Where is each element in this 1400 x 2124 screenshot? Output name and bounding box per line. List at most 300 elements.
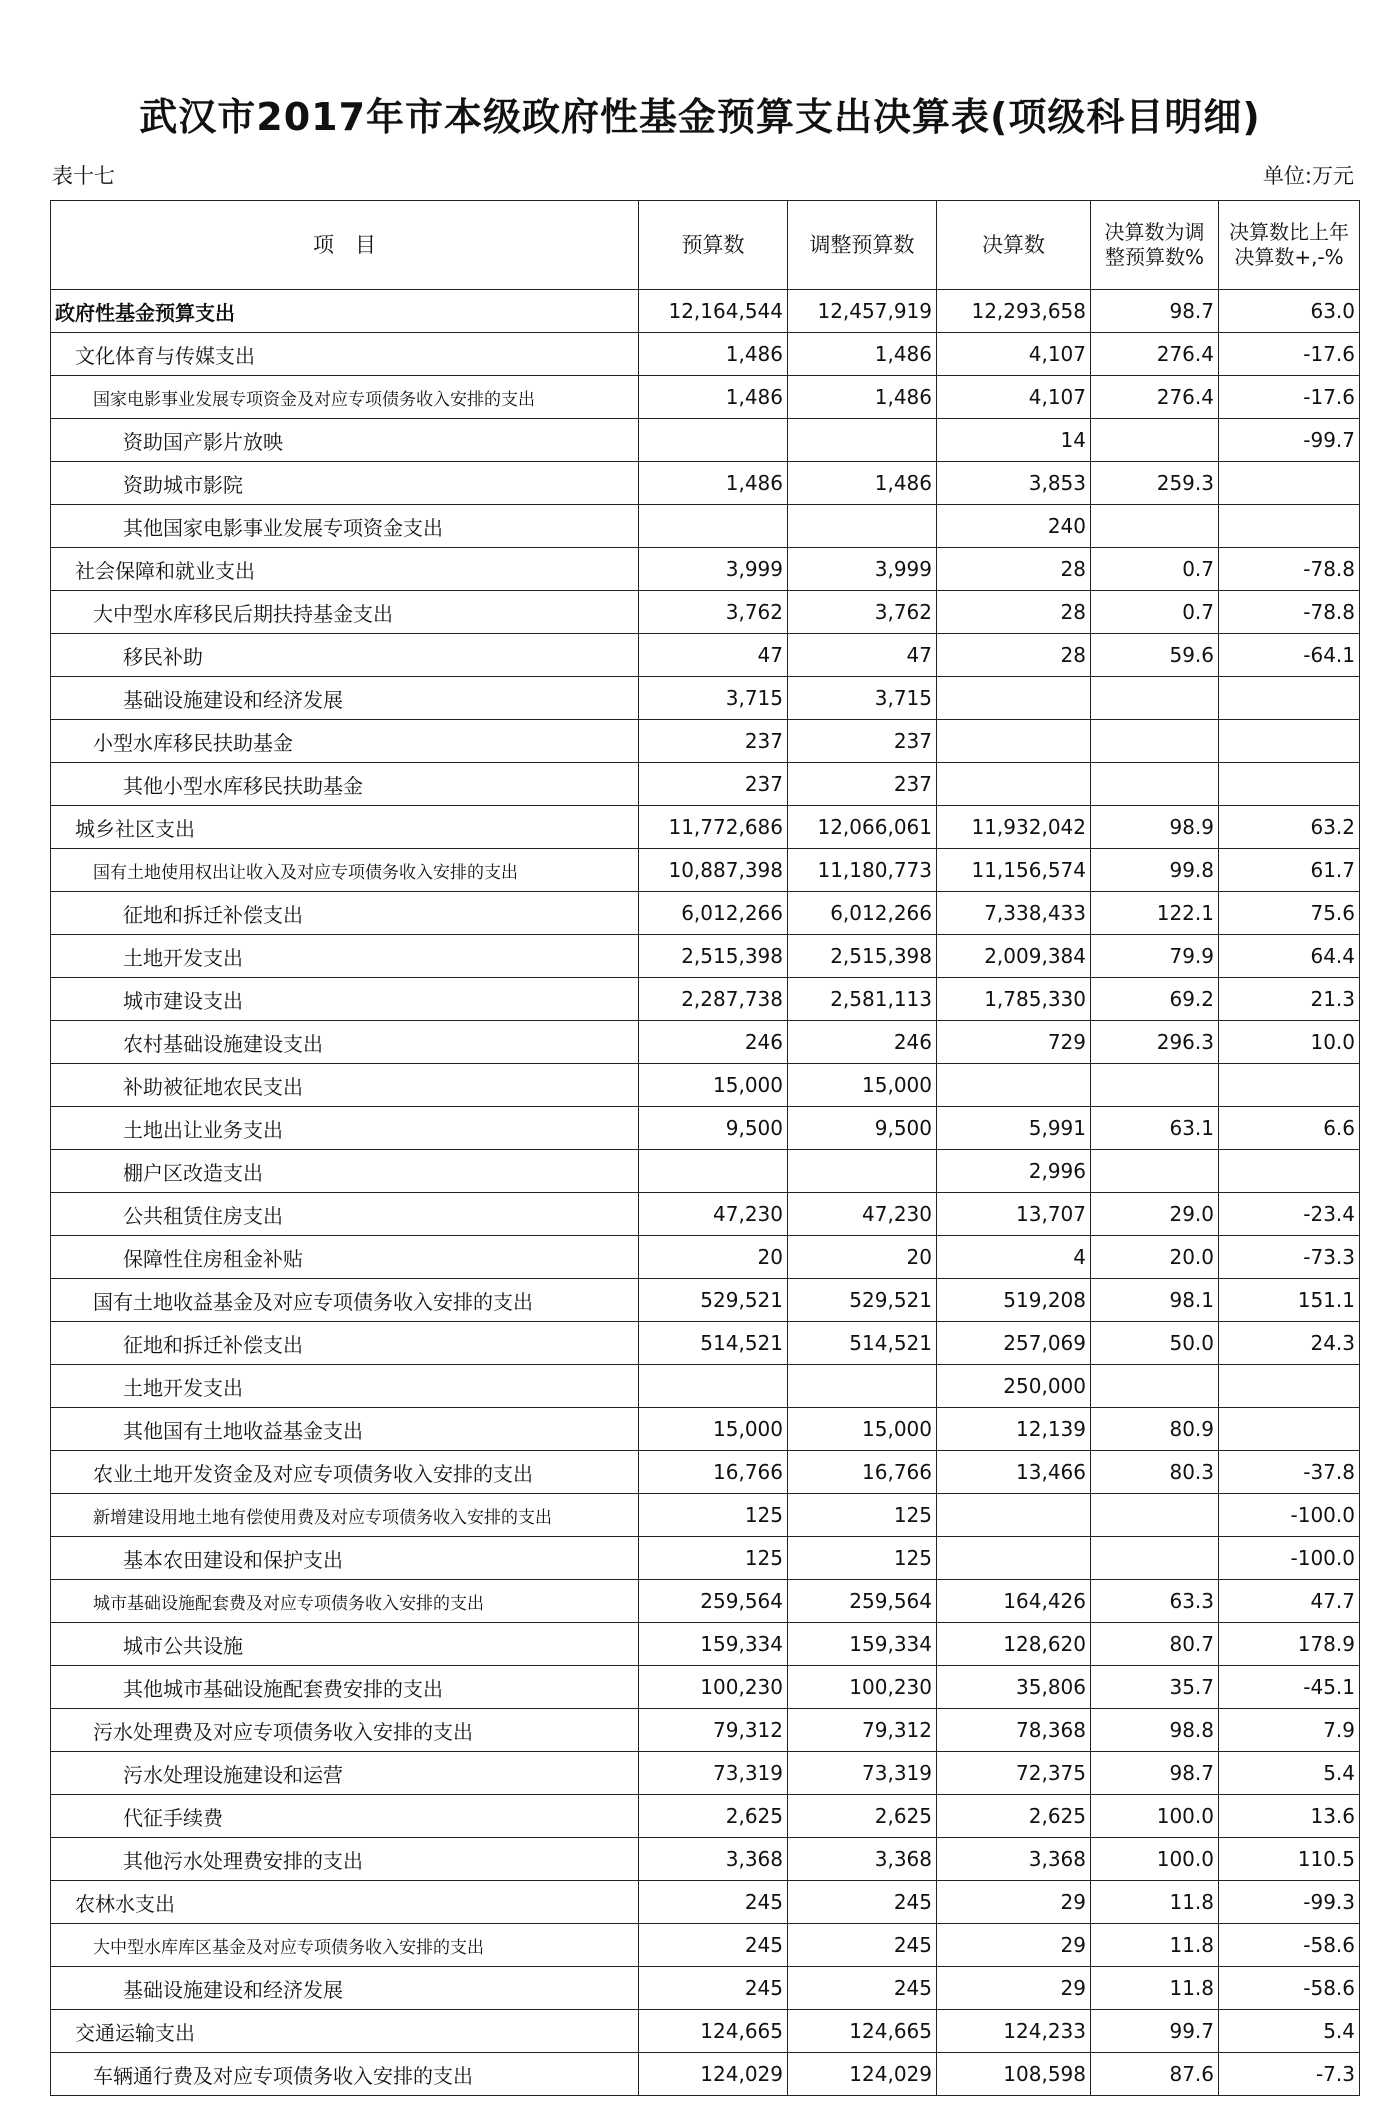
row-ratio-adjusted-cell: 98.8: [1091, 1709, 1219, 1752]
row-final-cell: 28: [937, 548, 1091, 591]
table-row: [51, 1193, 1360, 1236]
table-row: [51, 1365, 1360, 1408]
row-budget-cell: 529,521: [639, 1279, 788, 1322]
row-name-cell: 代征手续费: [51, 1795, 639, 1838]
row-budget-cell: 47,230: [639, 1193, 788, 1236]
table-row: [51, 1881, 1360, 1924]
row-final-cell: [937, 1537, 1091, 1580]
table-row: [51, 591, 1360, 634]
row-budget-cell: [639, 1365, 788, 1408]
row-name-cell: 大中型水库移民后期扶持基金支出: [51, 591, 639, 634]
row-adjusted-cell: [788, 1150, 937, 1193]
row-budget-cell: 245: [639, 1967, 788, 2010]
row-adjusted-cell: 124,029: [788, 2053, 937, 2096]
row-ratio-adjusted-cell: 63.1: [1091, 1107, 1219, 1150]
row-adjusted-cell: 79,312: [788, 1709, 937, 1752]
row-name-cell: 政府性基金预算支出: [51, 290, 639, 333]
row-name-cell: 移民补助: [51, 634, 639, 677]
row-budget-cell: 3,762: [639, 591, 788, 634]
row-name-cell: 国有土地使用权出让收入及对应专项债务收入安排的支出: [51, 849, 639, 892]
row-name-cell: 其他污水处理费安排的支出: [51, 1838, 639, 1881]
row-adjusted-cell: 124,665: [788, 2010, 937, 2053]
table-row: [51, 1322, 1360, 1365]
row-final-cell: 7,338,433: [937, 892, 1091, 935]
row-adjusted-cell: 47: [788, 634, 937, 677]
row-final-cell: 78,368: [937, 1709, 1091, 1752]
row-adjusted-cell: [788, 505, 937, 548]
row-ratio-adjusted-cell: 98.7: [1091, 290, 1219, 333]
table-row: [51, 978, 1360, 1021]
row-final-cell: 29: [937, 1967, 1091, 2010]
row-final-cell: 108,598: [937, 2053, 1091, 2096]
row-name-cell: 国有土地收益基金及对应专项债务收入安排的支出: [51, 1279, 639, 1322]
row-adjusted-cell: 259,564: [788, 1580, 937, 1623]
row-ratio-adjusted-cell: 29.0: [1091, 1193, 1219, 1236]
row-name-cell: 大中型水库库区基金及对应专项债务收入安排的支出: [51, 1924, 639, 1967]
row-ratio-prev-cell: -99.3: [1219, 1881, 1360, 1924]
row-name-cell: 小型水库移民扶助基金: [51, 720, 639, 763]
row-ratio-prev-cell: [1219, 1064, 1360, 1107]
row-budget-cell: 2,625: [639, 1795, 788, 1838]
row-budget-cell: 12,164,544: [639, 290, 788, 333]
row-final-cell: 13,466: [937, 1451, 1091, 1494]
header-ratio-adjusted: 决算数为调整预算数%: [1091, 201, 1219, 290]
row-ratio-adjusted-cell: 80.9: [1091, 1408, 1219, 1451]
table-row: [51, 1623, 1360, 1666]
row-budget-cell: 1,486: [639, 333, 788, 376]
row-ratio-prev-cell: 6.6: [1219, 1107, 1360, 1150]
row-final-cell: 14: [937, 419, 1091, 462]
row-name-cell: 其他小型水库移民扶助基金: [51, 763, 639, 806]
row-ratio-adjusted-cell: [1091, 419, 1219, 462]
row-final-cell: 4,107: [937, 333, 1091, 376]
row-ratio-adjusted-cell: 80.3: [1091, 1451, 1219, 1494]
row-adjusted-cell: 125: [788, 1537, 937, 1580]
row-name-cell: 土地出让业务支出: [51, 1107, 639, 1150]
row-ratio-prev-cell: 10.0: [1219, 1021, 1360, 1064]
row-name-cell: 社会保障和就业支出: [51, 548, 639, 591]
row-budget-cell: 10,887,398: [639, 849, 788, 892]
row-ratio-prev-cell: 5.4: [1219, 1752, 1360, 1795]
row-ratio-prev-cell: 151.1: [1219, 1279, 1360, 1322]
row-final-cell: 29: [937, 1881, 1091, 1924]
header-budget: 预算数: [639, 201, 788, 290]
row-adjusted-cell: 6,012,266: [788, 892, 937, 935]
row-budget-cell: 15,000: [639, 1408, 788, 1451]
row-ratio-adjusted-cell: [1091, 720, 1219, 763]
header-adjusted: 调整预算数: [788, 201, 937, 290]
row-adjusted-cell: 12,066,061: [788, 806, 937, 849]
row-ratio-prev-cell: -7.3: [1219, 2053, 1360, 2096]
row-final-cell: 2,996: [937, 1150, 1091, 1193]
row-adjusted-cell: 245: [788, 1967, 937, 2010]
row-budget-cell: 237: [639, 763, 788, 806]
row-ratio-prev-cell: 7.9: [1219, 1709, 1360, 1752]
row-budget-cell: [639, 505, 788, 548]
row-name-cell: 土地开发支出: [51, 1365, 639, 1408]
row-ratio-adjusted-cell: 11.8: [1091, 1967, 1219, 2010]
row-name-cell: 基本农田建设和保护支出: [51, 1537, 639, 1580]
row-name-cell: 文化体育与传媒支出: [51, 333, 639, 376]
row-ratio-prev-cell: -78.8: [1219, 548, 1360, 591]
table-row: [51, 548, 1360, 591]
row-ratio-adjusted-cell: 276.4: [1091, 376, 1219, 419]
row-budget-cell: 125: [639, 1494, 788, 1537]
row-final-cell: 257,069: [937, 1322, 1091, 1365]
row-ratio-prev-cell: 5.4: [1219, 2010, 1360, 2053]
row-budget-cell: [639, 419, 788, 462]
row-final-cell: 13,707: [937, 1193, 1091, 1236]
row-final-cell: 4,107: [937, 376, 1091, 419]
row-ratio-adjusted-cell: [1091, 1365, 1219, 1408]
row-ratio-adjusted-cell: 63.3: [1091, 1580, 1219, 1623]
row-budget-cell: 79,312: [639, 1709, 788, 1752]
row-ratio-adjusted-cell: [1091, 677, 1219, 720]
row-final-cell: 12,139: [937, 1408, 1091, 1451]
table-row: [51, 290, 1360, 333]
row-budget-cell: 47: [639, 634, 788, 677]
row-budget-cell: 1,486: [639, 462, 788, 505]
row-name-cell: 污水处理费及对应专项债务收入安排的支出: [51, 1709, 639, 1752]
row-ratio-adjusted-cell: 50.0: [1091, 1322, 1219, 1365]
row-budget-cell: 245: [639, 1881, 788, 1924]
header-item: 项 目: [51, 201, 639, 290]
row-name-cell: 新增建设用地土地有偿使用费及对应专项债务收入安排的支出: [51, 1494, 639, 1537]
row-ratio-prev-cell: -45.1: [1219, 1666, 1360, 1709]
row-final-cell: [937, 1064, 1091, 1107]
row-ratio-prev-cell: 63.0: [1219, 290, 1360, 333]
table-row: [51, 1752, 1360, 1795]
row-adjusted-cell: 2,515,398: [788, 935, 937, 978]
row-budget-cell: 2,515,398: [639, 935, 788, 978]
row-adjusted-cell: 1,486: [788, 376, 937, 419]
row-adjusted-cell: 3,762: [788, 591, 937, 634]
header-ratio-prev: 决算数比上年决算数+,-%: [1219, 201, 1360, 290]
row-adjusted-cell: 125: [788, 1494, 937, 1537]
table-row: [51, 376, 1360, 419]
budget-table: [50, 200, 1360, 2096]
row-adjusted-cell: 100,230: [788, 1666, 937, 1709]
row-adjusted-cell: 159,334: [788, 1623, 937, 1666]
row-budget-cell: 3,715: [639, 677, 788, 720]
table-row: [51, 2053, 1360, 2096]
row-adjusted-cell: 1,486: [788, 333, 937, 376]
table-row: [51, 1236, 1360, 1279]
row-adjusted-cell: 245: [788, 1881, 937, 1924]
row-budget-cell: 245: [639, 1924, 788, 1967]
row-name-cell: 资助国产影片放映: [51, 419, 639, 462]
row-name-cell: 农业土地开发资金及对应专项债务收入安排的支出: [51, 1451, 639, 1494]
row-adjusted-cell: 1,486: [788, 462, 937, 505]
table-row: [51, 1021, 1360, 1064]
row-ratio-adjusted-cell: 99.8: [1091, 849, 1219, 892]
row-final-cell: 11,156,574: [937, 849, 1091, 892]
row-adjusted-cell: 9,500: [788, 1107, 937, 1150]
table-row: [51, 1107, 1360, 1150]
row-budget-cell: [639, 1150, 788, 1193]
table-row: [51, 720, 1360, 763]
row-ratio-prev-cell: 21.3: [1219, 978, 1360, 1021]
row-final-cell: [937, 763, 1091, 806]
row-name-cell: 补助被征地农民支出: [51, 1064, 639, 1107]
header-final: 决算数: [937, 201, 1091, 290]
row-final-cell: 164,426: [937, 1580, 1091, 1623]
row-ratio-prev-cell: -17.6: [1219, 376, 1360, 419]
table-row: [51, 1537, 1360, 1580]
row-ratio-prev-cell: [1219, 763, 1360, 806]
row-name-cell: 城市基础设施配套费及对应专项债务收入安排的支出: [51, 1580, 639, 1623]
row-ratio-prev-cell: -64.1: [1219, 634, 1360, 677]
table-row: [51, 1924, 1360, 1967]
row-ratio-adjusted-cell: [1091, 1494, 1219, 1537]
row-name-cell: 公共租赁住房支出: [51, 1193, 639, 1236]
row-ratio-adjusted-cell: 20.0: [1091, 1236, 1219, 1279]
table-row: [51, 1408, 1360, 1451]
row-final-cell: 3,368: [937, 1838, 1091, 1881]
row-final-cell: 240: [937, 505, 1091, 548]
row-adjusted-cell: 3,715: [788, 677, 937, 720]
row-name-cell: 资助城市影院: [51, 462, 639, 505]
row-final-cell: 12,293,658: [937, 290, 1091, 333]
row-ratio-prev-cell: [1219, 720, 1360, 763]
row-ratio-adjusted-cell: 35.7: [1091, 1666, 1219, 1709]
row-ratio-prev-cell: -78.8: [1219, 591, 1360, 634]
row-ratio-prev-cell: [1219, 505, 1360, 548]
row-name-cell: 棚户区改造支出: [51, 1150, 639, 1193]
row-ratio-adjusted-cell: [1091, 1064, 1219, 1107]
table-row: [51, 634, 1360, 677]
row-ratio-prev-cell: 110.5: [1219, 1838, 1360, 1881]
row-ratio-prev-cell: -58.6: [1219, 1967, 1360, 2010]
row-ratio-adjusted-cell: [1091, 505, 1219, 548]
row-adjusted-cell: 20: [788, 1236, 937, 1279]
row-ratio-adjusted-cell: 100.0: [1091, 1838, 1219, 1881]
row-final-cell: 5,991: [937, 1107, 1091, 1150]
table-row: [51, 1838, 1360, 1881]
row-adjusted-cell: 514,521: [788, 1322, 937, 1365]
row-budget-cell: 514,521: [639, 1322, 788, 1365]
row-name-cell: 其他国有土地收益基金支出: [51, 1408, 639, 1451]
row-final-cell: 11,932,042: [937, 806, 1091, 849]
row-budget-cell: 124,029: [639, 2053, 788, 2096]
row-adjusted-cell: 237: [788, 763, 937, 806]
table-row: [51, 849, 1360, 892]
row-name-cell: 基础设施建设和经济发展: [51, 1967, 639, 2010]
row-budget-cell: 16,766: [639, 1451, 788, 1494]
row-ratio-prev-cell: [1219, 1408, 1360, 1451]
table-row: [51, 806, 1360, 849]
row-final-cell: 72,375: [937, 1752, 1091, 1795]
table-row: [51, 1580, 1360, 1623]
row-adjusted-cell: [788, 1365, 937, 1408]
row-budget-cell: 3,999: [639, 548, 788, 591]
row-ratio-adjusted-cell: [1091, 1150, 1219, 1193]
row-budget-cell: 15,000: [639, 1064, 788, 1107]
row-ratio-adjusted-cell: 79.9: [1091, 935, 1219, 978]
row-ratio-prev-cell: 24.3: [1219, 1322, 1360, 1365]
row-ratio-adjusted-cell: 98.7: [1091, 1752, 1219, 1795]
row-adjusted-cell: 15,000: [788, 1064, 937, 1107]
row-name-cell: 征地和拆迁补偿支出: [51, 1322, 639, 1365]
row-ratio-adjusted-cell: [1091, 1537, 1219, 1580]
row-budget-cell: 124,665: [639, 2010, 788, 2053]
row-ratio-adjusted-cell: 100.0: [1091, 1795, 1219, 1838]
row-budget-cell: 20: [639, 1236, 788, 1279]
row-final-cell: 1,785,330: [937, 978, 1091, 1021]
row-name-cell: 国家电影事业发展专项资金及对应专项债务收入安排的支出: [51, 376, 639, 419]
row-name-cell: 保障性住房租金补贴: [51, 1236, 639, 1279]
row-ratio-adjusted-cell: 11.8: [1091, 1881, 1219, 1924]
row-ratio-prev-cell: 64.4: [1219, 935, 1360, 978]
row-ratio-prev-cell: [1219, 677, 1360, 720]
row-ratio-prev-cell: 75.6: [1219, 892, 1360, 935]
row-name-cell: 交通运输支出: [51, 2010, 639, 2053]
row-ratio-adjusted-cell: [1091, 763, 1219, 806]
row-adjusted-cell: 3,999: [788, 548, 937, 591]
row-budget-cell: 259,564: [639, 1580, 788, 1623]
table-row: [51, 1967, 1360, 2010]
row-ratio-prev-cell: 13.6: [1219, 1795, 1360, 1838]
row-ratio-prev-cell: -73.3: [1219, 1236, 1360, 1279]
row-ratio-adjusted-cell: 259.3: [1091, 462, 1219, 505]
row-budget-cell: 9,500: [639, 1107, 788, 1150]
row-final-cell: [937, 720, 1091, 763]
row-final-cell: 128,620: [937, 1623, 1091, 1666]
table-label: 表十七: [52, 164, 115, 188]
row-ratio-adjusted-cell: 80.7: [1091, 1623, 1219, 1666]
table-row: [51, 892, 1360, 935]
row-ratio-adjusted-cell: 11.8: [1091, 1924, 1219, 1967]
row-ratio-prev-cell: [1219, 462, 1360, 505]
row-final-cell: 2,625: [937, 1795, 1091, 1838]
page-title: 武汉市2017年市本级政府性基金预算支出决算表(项级科目明细): [139, 95, 1261, 139]
row-ratio-prev-cell: -58.6: [1219, 1924, 1360, 1967]
row-budget-cell: 3,368: [639, 1838, 788, 1881]
row-name-cell: 农村基础设施建设支出: [51, 1021, 639, 1064]
row-adjusted-cell: 3,368: [788, 1838, 937, 1881]
row-budget-cell: 2,287,738: [639, 978, 788, 1021]
table-row: [51, 935, 1360, 978]
row-final-cell: 729: [937, 1021, 1091, 1064]
row-adjusted-cell: 11,180,773: [788, 849, 937, 892]
table-row: [51, 1666, 1360, 1709]
row-ratio-adjusted-cell: 99.7: [1091, 2010, 1219, 2053]
table-row: [51, 1451, 1360, 1494]
row-name-cell: 土地开发支出: [51, 935, 639, 978]
row-name-cell: 征地和拆迁补偿支出: [51, 892, 639, 935]
row-ratio-adjusted-cell: 98.9: [1091, 806, 1219, 849]
row-ratio-prev-cell: 63.2: [1219, 806, 1360, 849]
row-final-cell: 519,208: [937, 1279, 1091, 1322]
row-budget-cell: 125: [639, 1537, 788, 1580]
table-row: [51, 1494, 1360, 1537]
row-ratio-adjusted-cell: 0.7: [1091, 548, 1219, 591]
row-budget-cell: 6,012,266: [639, 892, 788, 935]
row-ratio-prev-cell: -99.7: [1219, 419, 1360, 462]
row-adjusted-cell: 16,766: [788, 1451, 937, 1494]
row-final-cell: 28: [937, 591, 1091, 634]
row-budget-cell: 246: [639, 1021, 788, 1064]
row-ratio-adjusted-cell: 59.6: [1091, 634, 1219, 677]
row-adjusted-cell: [788, 419, 937, 462]
row-final-cell: 28: [937, 634, 1091, 677]
row-ratio-prev-cell: -17.6: [1219, 333, 1360, 376]
row-ratio-adjusted-cell: 0.7: [1091, 591, 1219, 634]
row-ratio-adjusted-cell: 296.3: [1091, 1021, 1219, 1064]
row-name-cell: 其他城市基础设施配套费安排的支出: [51, 1666, 639, 1709]
row-ratio-adjusted-cell: 122.1: [1091, 892, 1219, 935]
unit-label: 单位:万元: [1262, 164, 1354, 188]
row-ratio-prev-cell: -100.0: [1219, 1494, 1360, 1537]
row-adjusted-cell: 2,581,113: [788, 978, 937, 1021]
table-row: [51, 1795, 1360, 1838]
table-row: [51, 677, 1360, 720]
row-name-cell: 污水处理设施建设和运营: [51, 1752, 639, 1795]
row-name-cell: 城乡社区支出: [51, 806, 639, 849]
row-budget-cell: 237: [639, 720, 788, 763]
row-adjusted-cell: 245: [788, 1924, 937, 1967]
row-final-cell: 29: [937, 1924, 1091, 1967]
row-ratio-prev-cell: -37.8: [1219, 1451, 1360, 1494]
table-row: [51, 462, 1360, 505]
row-adjusted-cell: 15,000: [788, 1408, 937, 1451]
row-budget-cell: 1,486: [639, 376, 788, 419]
row-ratio-prev-cell: [1219, 1365, 1360, 1408]
row-ratio-adjusted-cell: 98.1: [1091, 1279, 1219, 1322]
row-name-cell: 车辆通行费及对应专项债务收入安排的支出: [51, 2053, 639, 2096]
row-adjusted-cell: 237: [788, 720, 937, 763]
table-row: [51, 763, 1360, 806]
row-name-cell: 城市公共设施: [51, 1623, 639, 1666]
table-row: [51, 1150, 1360, 1193]
table-row: [51, 419, 1360, 462]
row-ratio-adjusted-cell: 69.2: [1091, 978, 1219, 1021]
row-adjusted-cell: 73,319: [788, 1752, 937, 1795]
table-row: [51, 2010, 1360, 2053]
row-adjusted-cell: 12,457,919: [788, 290, 937, 333]
row-final-cell: 2,009,384: [937, 935, 1091, 978]
row-name-cell: 农林水支出: [51, 1881, 639, 1924]
table-header-row: [51, 201, 1360, 290]
row-adjusted-cell: 529,521: [788, 1279, 937, 1322]
row-budget-cell: 159,334: [639, 1623, 788, 1666]
row-final-cell: [937, 1494, 1091, 1537]
row-final-cell: [937, 677, 1091, 720]
row-ratio-prev-cell: -23.4: [1219, 1193, 1360, 1236]
row-ratio-prev-cell: [1219, 1150, 1360, 1193]
row-ratio-adjusted-cell: 276.4: [1091, 333, 1219, 376]
row-adjusted-cell: 47,230: [788, 1193, 937, 1236]
row-budget-cell: 73,319: [639, 1752, 788, 1795]
table-row: [51, 1709, 1360, 1752]
row-ratio-prev-cell: 178.9: [1219, 1623, 1360, 1666]
row-ratio-prev-cell: -100.0: [1219, 1537, 1360, 1580]
row-name-cell: 基础设施建设和经济发展: [51, 677, 639, 720]
row-ratio-prev-cell: 47.7: [1219, 1580, 1360, 1623]
row-name-cell: 城市建设支出: [51, 978, 639, 1021]
row-budget-cell: 11,772,686: [639, 806, 788, 849]
table-row: [51, 1279, 1360, 1322]
row-final-cell: 35,806: [937, 1666, 1091, 1709]
table-row: [51, 505, 1360, 548]
table-row: [51, 333, 1360, 376]
table-row: [51, 1064, 1360, 1107]
row-final-cell: 250,000: [937, 1365, 1091, 1408]
row-budget-cell: 100,230: [639, 1666, 788, 1709]
row-final-cell: 3,853: [937, 462, 1091, 505]
row-ratio-adjusted-cell: 87.6: [1091, 2053, 1219, 2096]
row-adjusted-cell: 246: [788, 1021, 937, 1064]
